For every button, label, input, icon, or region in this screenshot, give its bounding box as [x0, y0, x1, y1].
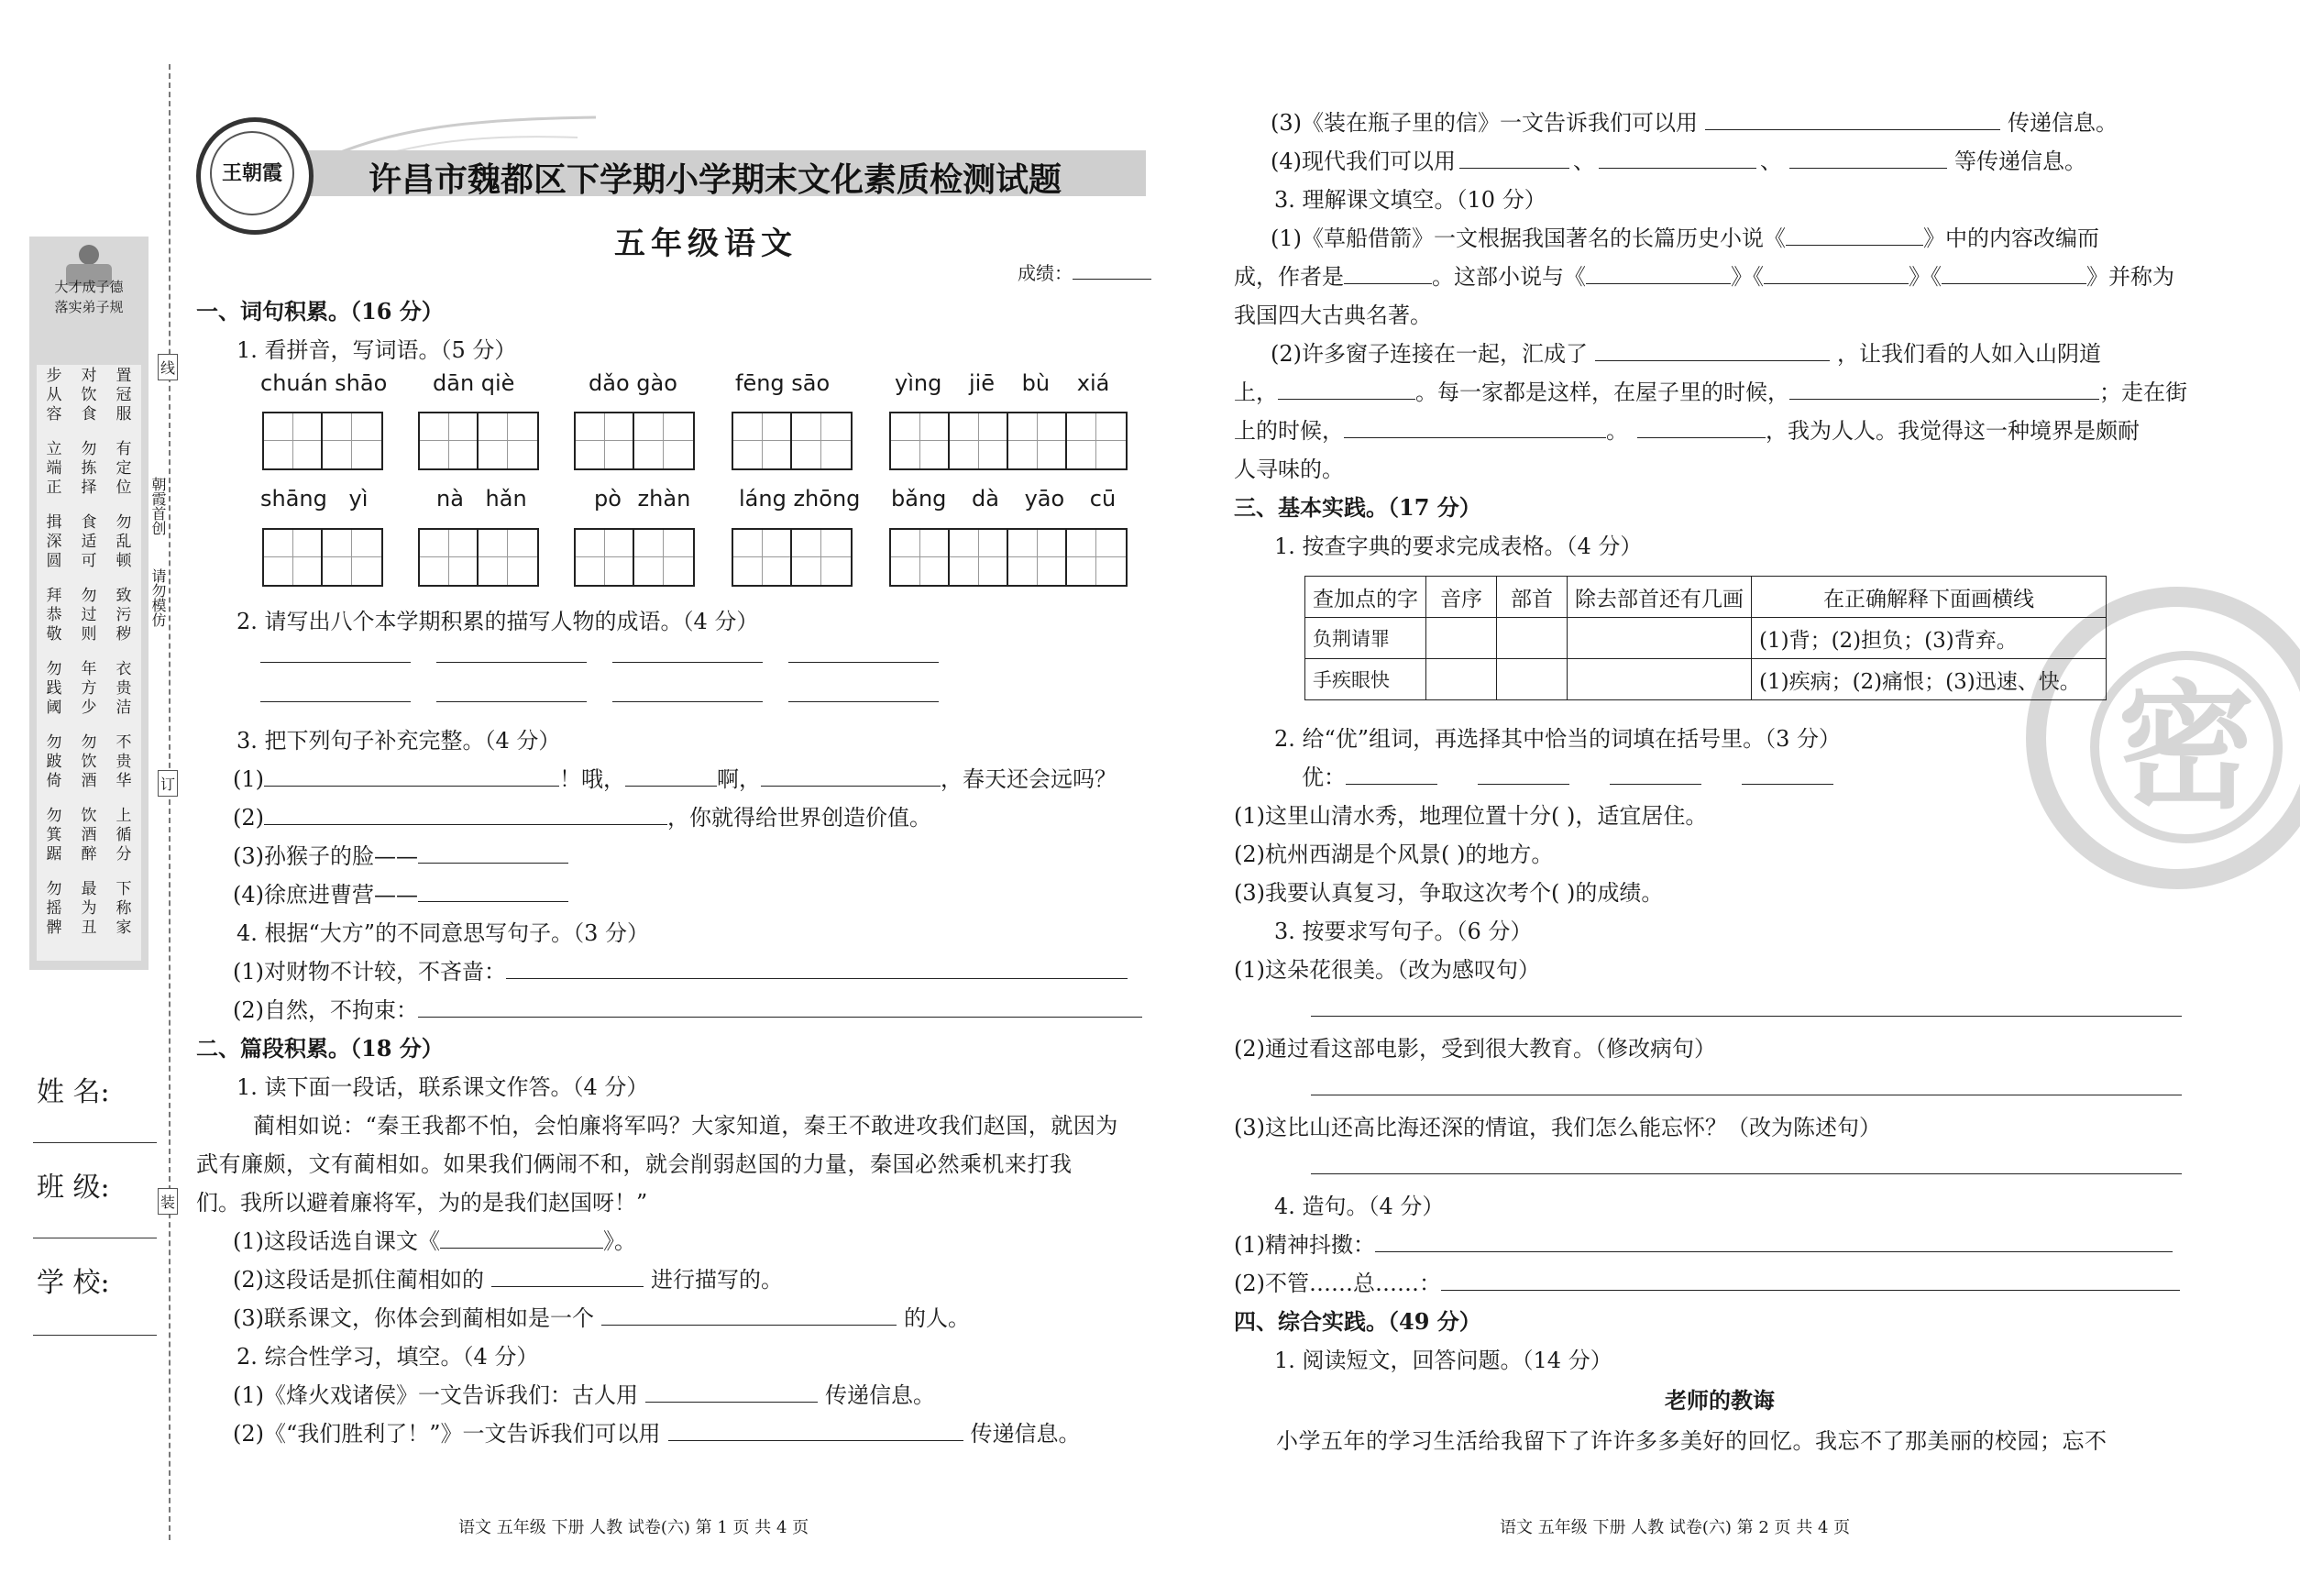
- rule-row: [37, 440, 141, 513]
- rule-text: 不贵华: [116, 733, 132, 790]
- table-header: 除去部首还有几画: [1568, 577, 1752, 618]
- fill-line: (3)这比山还高比海还深的情谊，我们怎么能忘怀？（改为陈述句）: [1234, 1115, 1881, 1140]
- pinyin: yìng jiē bù xiá: [895, 370, 1110, 396]
- subject-title: 五年级语文: [614, 226, 798, 262]
- rules-grid: [37, 367, 141, 953]
- section-heading: 一、词句积累。（16 分）: [196, 298, 444, 325]
- fill-line: 人寻味的。: [1234, 457, 1344, 482]
- rule-row: [37, 733, 141, 807]
- question: 1. 看拼音，写词语。（5 分）: [237, 337, 517, 363]
- fill-line: 上的时候， 。 ，我为人人。我觉得这一种境界是颇耐: [1234, 418, 2140, 444]
- question: 1. 阅读短文，回答问题。（14 分）: [1274, 1348, 1612, 1373]
- rule-text: 勿践阈: [46, 660, 62, 717]
- rule-text: 置冠服: [116, 367, 132, 424]
- publisher-logo: 王朝霞: [196, 117, 314, 235]
- fill-line: (1)这段话选自课文《 》。: [233, 1228, 636, 1254]
- motto: 大才成子德 落实弟子规: [54, 279, 124, 315]
- question: 2. 请写出八个本学期积累的描写人物的成语。（4 分）: [237, 609, 759, 634]
- rule-text: 最为丑: [81, 880, 97, 937]
- writing-grid[interactable]: [574, 412, 695, 470]
- fill-line: (2)通过看这部电影，受到很大教育。（修改病句）: [1234, 1036, 1716, 1062]
- fill-line: (4)徐庶进曹营——: [233, 876, 568, 908]
- rule-text: 年方少: [81, 660, 97, 717]
- answer-cell[interactable]: [1497, 659, 1568, 700]
- table-header: 在正确解释下面画横线: [1752, 577, 2107, 618]
- question: 4. 根据“大方”的不同意思写句子。（3 分）: [237, 920, 649, 946]
- fill-line: (2)不管……总……：: [1234, 1265, 2180, 1297]
- bind-mark: 装: [158, 1188, 178, 1215]
- rule-text: 勿过则: [81, 587, 97, 644]
- table-cell: (1)疾病；(2)痛恨；(3)迅速、快。: [1752, 659, 2107, 700]
- question: 3. 按要求写句子。（6 分）: [1274, 919, 1533, 944]
- writing-grid[interactable]: [418, 528, 539, 587]
- rule-text: 勿摇髀: [46, 880, 62, 937]
- table-header: 查加点的字: [1305, 577, 1426, 618]
- fill-line: (2)杭州西湖是个风景( )的地方。: [1234, 842, 1554, 867]
- rule-text: 拜恭敬: [46, 587, 62, 644]
- side-note: 请勿模仿: [149, 568, 167, 627]
- rule-text: 致污秽: [116, 587, 132, 644]
- answer-cell[interactable]: [1497, 618, 1568, 659]
- fill-line: (3)联系课文，你体会到蔺相如是一个 的人。: [233, 1305, 970, 1331]
- class-label: 班 级:: [37, 1172, 110, 1204]
- fill-line: 上， 。每一家都是这样，在屋子里的时候， ；走在街: [1234, 380, 2187, 405]
- fill-line: 我国四大古典名著。: [1234, 303, 1432, 328]
- rule-text: 饮酒醉: [81, 807, 97, 864]
- page-footer: 语文 五年级 下册 人教 试卷(六) 第 2 页 共 4 页: [1500, 1518, 1851, 1537]
- answer-cell[interactable]: [1426, 659, 1497, 700]
- table-cell: 手疾眼快: [1305, 659, 1426, 700]
- rule-text: 食适可: [81, 513, 97, 570]
- table-header: 音序: [1426, 577, 1497, 618]
- pinyin: bǎng dà yāo cū: [891, 486, 1117, 512]
- fill-line: (1)对财物不计较，不吝啬：: [233, 953, 1128, 985]
- question: 2. 综合性学习，填空。（4 分）: [237, 1344, 539, 1370]
- fill-line: (1)这朵花很美。（改为感叹句）: [1234, 957, 1540, 983]
- question: 4. 造句。（4 分）: [1274, 1194, 1445, 1219]
- fill-line: (2) ，你就得给世界创造价值。: [233, 805, 931, 831]
- school-field[interactable]: [33, 1335, 157, 1336]
- passage-line: 们。我所以避着廉将军，为的是我们赵国呀！”: [196, 1190, 648, 1216]
- table-header: 部首: [1497, 577, 1568, 618]
- rule-text: 勿饮酒: [81, 733, 97, 790]
- section-heading: 二、篇段积累。（18 分）: [196, 1035, 444, 1062]
- rule-text: 揖深圆: [46, 513, 62, 570]
- side-note: 朝霞首创: [149, 477, 167, 535]
- rule-text: 衣贵洁: [116, 660, 132, 717]
- rule-row: [37, 660, 141, 733]
- rule-row: [37, 880, 141, 953]
- page-footer: 语文 五年级 下册 人教 试卷(六) 第 1 页 共 4 页: [458, 1518, 809, 1537]
- article-title: 老师的教诲: [1665, 1387, 1775, 1414]
- pinyin: pò zhàn: [594, 486, 691, 512]
- fill-line: (3)孙猴子的脸——: [233, 838, 568, 870]
- question: 1. 读下面一段话，联系课文作答。（4 分）: [237, 1074, 649, 1100]
- left-page: [196, 0, 1159, 1595]
- name-label: 姓 名:: [37, 1076, 110, 1108]
- rule-text: 上循分: [116, 807, 132, 864]
- question: 2. 给“优”组词，再选择其中恰当的词填在括号里。（3 分）: [1274, 726, 1841, 752]
- fill-line: (3)《装在瓶子里的信》一文告诉我们可以用 传递信息。: [1271, 110, 2118, 136]
- binding-line: [169, 64, 171, 1540]
- fill-line: 优：: [1302, 759, 1833, 791]
- score-label: 成绩：: [1018, 259, 1151, 285]
- idiom-blanks[interactable]: [260, 642, 994, 708]
- fill-line: (3)我要认真复习，争取这次考个( )的成绩。: [1234, 880, 1664, 906]
- answer-cell[interactable]: [1568, 618, 1752, 659]
- passage-line: 武有廉颇，文有蔺相如。如果我们俩闹不和，就会削弱赵国的力量，秦国必然乘机来打我: [196, 1151, 1073, 1177]
- bind-mark: 线: [158, 354, 178, 380]
- rule-text: 勿乱顿: [116, 513, 132, 570]
- fill-line: 成，作者是 。这部小说与《 》《 》《 》并称为: [1234, 264, 2174, 290]
- right-page: [1234, 0, 2279, 1595]
- rule-row: [37, 807, 141, 880]
- article-text: 小学五年的学习生活给我留下了许许多多美好的回忆。我忘不了那美丽的校园；忘不: [1276, 1428, 2107, 1454]
- bind-mark: 订: [158, 770, 178, 797]
- answer-cell[interactable]: [1568, 659, 1752, 700]
- writing-grid[interactable]: [418, 412, 539, 470]
- passage-line: 蔺相如说：“秦王我都不怕，会怕廉将军吗？大家知道，秦王不敢进攻我们赵国，就因为: [253, 1113, 1118, 1139]
- rule-text: 下称家: [116, 880, 132, 937]
- pinyin: chuán shāo: [260, 370, 388, 396]
- writing-grid[interactable]: [574, 528, 695, 587]
- table-header-row: [1305, 577, 2107, 618]
- fill-line: (1) ！哦， 啊， ，春天还会远吗？: [233, 766, 1117, 792]
- table-cell: (1)背；(2)担负；(3)背弃。: [1752, 618, 2107, 659]
- fill-line: (1)这里山清水秀，地理位置十分( )，适宜居住。: [1234, 803, 1708, 829]
- answer-cell[interactable]: [1426, 618, 1497, 659]
- section-heading: 四、综合实践。（49 分）: [1234, 1308, 1481, 1335]
- question: 3. 把下列句子补充完整。（4 分）: [237, 728, 561, 754]
- question: 1. 按查字典的要求完成表格。（4 分）: [1274, 534, 1643, 559]
- fill-line: (2)自然，不拘束：: [233, 992, 1142, 1024]
- rule-text: 勿拣择: [81, 440, 97, 497]
- rule-row: [37, 587, 141, 660]
- question: 3. 理解课文填空。（10 分）: [1274, 187, 1546, 213]
- writing-grid[interactable]: [889, 528, 1128, 587]
- fill-line: (1)《烽火戏诸侯》一文告诉我们：古人用 传递信息。: [233, 1382, 935, 1408]
- pinyin: dǎo gào: [589, 370, 677, 396]
- pinyin: nà hǎn: [436, 486, 527, 512]
- pinyin: shāng yì: [260, 486, 369, 512]
- rule-text: 勿跛倚: [46, 733, 62, 790]
- rule-text: 步从容: [46, 367, 62, 424]
- section-heading: 三、基本实践。（17 分）: [1234, 494, 1481, 521]
- rule-text: 对饮食: [81, 367, 97, 424]
- fill-line: (2)许多窗子连接在一起，汇成了 ，让我们看的人如入山阴道: [1271, 341, 2101, 367]
- table-cell: 负荆请罪: [1305, 618, 1426, 659]
- name-field[interactable]: [33, 1142, 157, 1143]
- table-row: [1305, 659, 2107, 700]
- writing-grid[interactable]: [732, 528, 853, 587]
- rule-text: 立端正: [46, 440, 62, 497]
- school-label: 学 校:: [37, 1267, 110, 1299]
- pinyin: dān qiè: [433, 370, 515, 396]
- page-title: 许昌市魏都区下学期小学期末文化素质检测试题: [368, 161, 1062, 199]
- writing-grid[interactable]: [262, 528, 383, 587]
- writing-grid[interactable]: [262, 412, 383, 470]
- table-row: [1305, 618, 2107, 659]
- fill-line: (4)现代我们可以用 、 、 等传递信息。: [1271, 149, 2086, 174]
- pinyin: fēng sāo: [735, 370, 831, 396]
- rule-text: 勿箕踞: [46, 807, 62, 864]
- fill-line: (2)《“我们胜利了！”》一文告诉我们可以用 传递信息。: [233, 1421, 1081, 1447]
- dictionary-table: [1304, 576, 2107, 700]
- fill-line: (2)这段话是抓住蔺相如的 进行描写的。: [233, 1267, 783, 1293]
- rule-row: [37, 513, 141, 587]
- writing-grid[interactable]: [732, 412, 853, 470]
- rule-row: [37, 367, 141, 440]
- rule-text: 有定位: [116, 440, 132, 497]
- watermark-stamp: 密: [2026, 587, 2300, 889]
- pinyin: láng zhōng: [739, 486, 861, 512]
- writing-grid[interactable]: [889, 412, 1128, 470]
- fill-line: (1)精神抖擞：: [1234, 1227, 2173, 1259]
- fill-line: (1)《草船借箭》一文根据我国著名的长篇历史小说《 》中的内容改编而: [1271, 226, 2099, 251]
